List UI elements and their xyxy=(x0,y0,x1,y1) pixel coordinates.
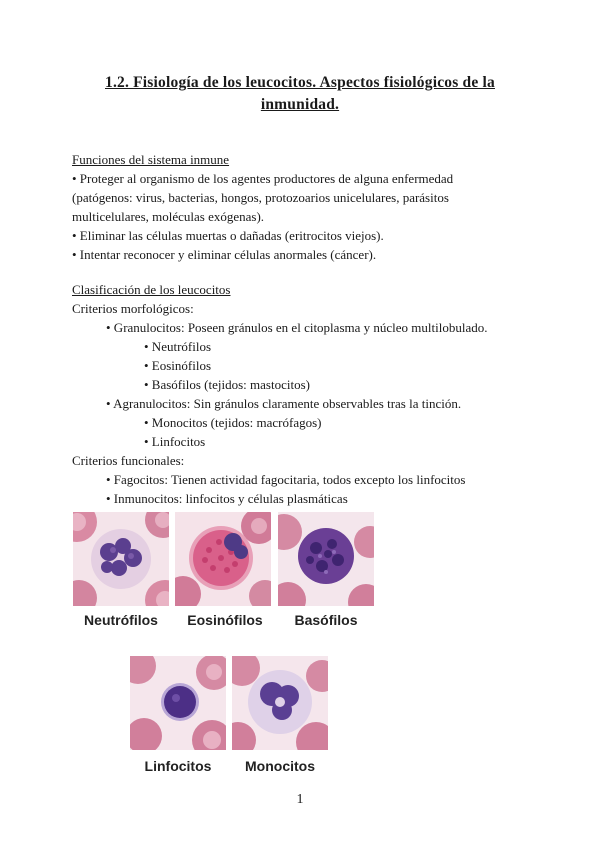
agranulocytes-item: • Agranulocitos: Sin gránulos claramente observables tras la tinción. xyxy=(106,396,462,411)
functions-heading: Funciones del sistema inmune xyxy=(72,152,230,167)
lymphocyte-micrograph xyxy=(130,656,226,750)
caption-eosinophils: Eosinófilos xyxy=(187,612,263,628)
caption-monocytes: Monocitos xyxy=(245,758,315,774)
phagocytes-item: • Fagocitos: Tienen actividad fagocitaria, todos excepto los linfocitos xyxy=(106,472,466,487)
morphological-criteria-label: Criterios morfológicos: xyxy=(72,301,194,316)
page-title: 1.2. Fisiología de los leucocitos. Aspectos fisiológicos de la inmunidad. xyxy=(105,74,495,113)
caption-neutrophils: Neutrófilos xyxy=(84,612,158,628)
caption-basophils: Basófilos xyxy=(294,612,358,628)
functions-line: (patógenos: virus, bacterias, hongos, protozoarios unicelulares, parásitos xyxy=(72,190,449,205)
leukocyte-classification-section xyxy=(72,280,552,508)
caption-lymphocytes: Linfocitos xyxy=(144,758,212,774)
neutrophils-item: • Neutrófilos xyxy=(144,339,212,354)
functions-line: multicelulares, moléculas exógenas). xyxy=(72,209,265,224)
functions-line: • Eliminar las células muertas o dañadas (eritrocitos viejos). xyxy=(72,228,384,243)
monocyte-micrograph xyxy=(232,656,328,750)
eosinophil-micrograph xyxy=(175,512,271,606)
functions-line: • Proteger al organismo de los agentes productores de alguna enfermedad xyxy=(72,171,454,186)
classification-heading: Clasificación de los leucocitos xyxy=(72,282,231,297)
immunocytes-item: • Inmunocitos: linfocitos y células plasmáticas xyxy=(106,491,348,506)
functions-line: • Intentar reconocer y eliminar células anormales (cáncer). xyxy=(72,247,377,262)
basophil-micrograph xyxy=(278,512,374,606)
granulocytes-item: • Granulocitos: Poseen gránulos en el citoplasma y núcleo multilobulado. xyxy=(106,320,488,335)
immune-functions-section xyxy=(72,150,552,264)
neutrophil-micrograph xyxy=(73,512,169,606)
eosinophils-item: • Eosinófilos xyxy=(144,358,212,373)
functional-criteria-label: Criterios funcionales: xyxy=(72,453,185,468)
lymphocytes-item: • Linfocitos xyxy=(144,434,206,449)
basophils-item: • Basófilos (tejidos: mastocitos) xyxy=(144,377,310,392)
monocytes-item: • Monocitos (tejidos: macrófagos) xyxy=(144,415,322,430)
page-number: 1 xyxy=(296,792,304,807)
